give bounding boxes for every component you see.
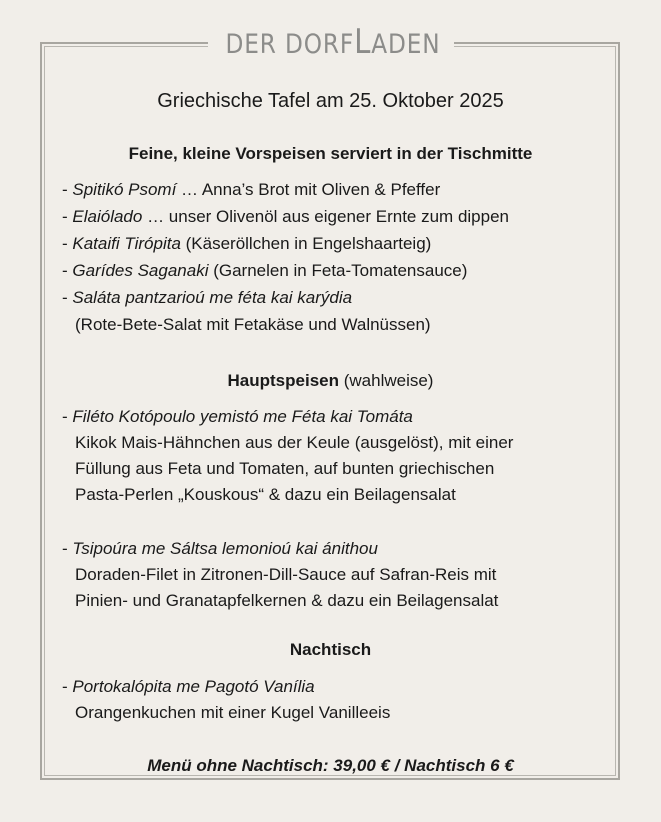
menu-item-dessert: - Portokalópita me Pagotó Vanília xyxy=(62,677,315,696)
menu-item-description: Pasta-Perlen „Kouskous“ & dazu ein Beilagensalat xyxy=(75,485,456,504)
menu-item-description: Füllung aus Feta und Tomaten, auf bunten griechischen xyxy=(75,459,495,478)
menu-item-main: - Filéto Kotópoulo yemistó me Féta kai Tomáta xyxy=(62,407,413,426)
menu-item-description: (Rote-Bete-Salat mit Fetakäse und Walnüssen) xyxy=(75,315,431,334)
price-line: Menü ohne Nachtisch: 39,00 € / Nachtisch 6 € xyxy=(147,756,514,775)
dessert-heading: Nachtisch xyxy=(289,640,372,659)
menu-item-starter: - Spitikó Psomí … Anna’s Brot mit Oliven & Pfeffer xyxy=(62,180,441,199)
starters-heading: Feine, kleine Vorspeisen serviert in der Tischmitte xyxy=(128,144,533,163)
logo-text: DER DORFLADEN xyxy=(225,22,441,62)
menu-item-main: - Tsipoúra me Sáltsa lemonioú kai ánithou xyxy=(62,539,378,558)
menu-item-description: Pinien- und Granatapfelkernen & dazu ein Beilagensalat xyxy=(75,591,499,610)
mains-heading: Hauptspeisen (wahlweise) xyxy=(227,371,434,390)
menu-item-starter: - Elaiólado … unser Olivenöl aus eigener Ernte zum dippen xyxy=(62,207,509,226)
menu-item-starter: - Kataifi Tirópita (Käseröllchen in Engelshaarteig) xyxy=(62,234,432,253)
logo xyxy=(208,24,454,60)
menu-item-starter: - Saláta pantzarioú me féta kai karýdia xyxy=(62,288,353,307)
page-title: Griechische Tafel am 25. Oktober 2025 xyxy=(157,90,504,112)
menu-item-starter: - Garídes Saganaki (Garnelen in Feta-Tomatensauce) xyxy=(62,261,468,280)
menu-item-description: Doraden-Filet in Zitronen-Dill-Sauce auf Safran-Reis mit xyxy=(75,565,497,584)
menu-item-description: Kikok Mais-Hähnchen aus der Keule (ausgelöst), mit einer xyxy=(75,433,514,452)
menu-item-description: Orangenkuchen mit einer Kugel Vanilleeis xyxy=(75,703,391,722)
